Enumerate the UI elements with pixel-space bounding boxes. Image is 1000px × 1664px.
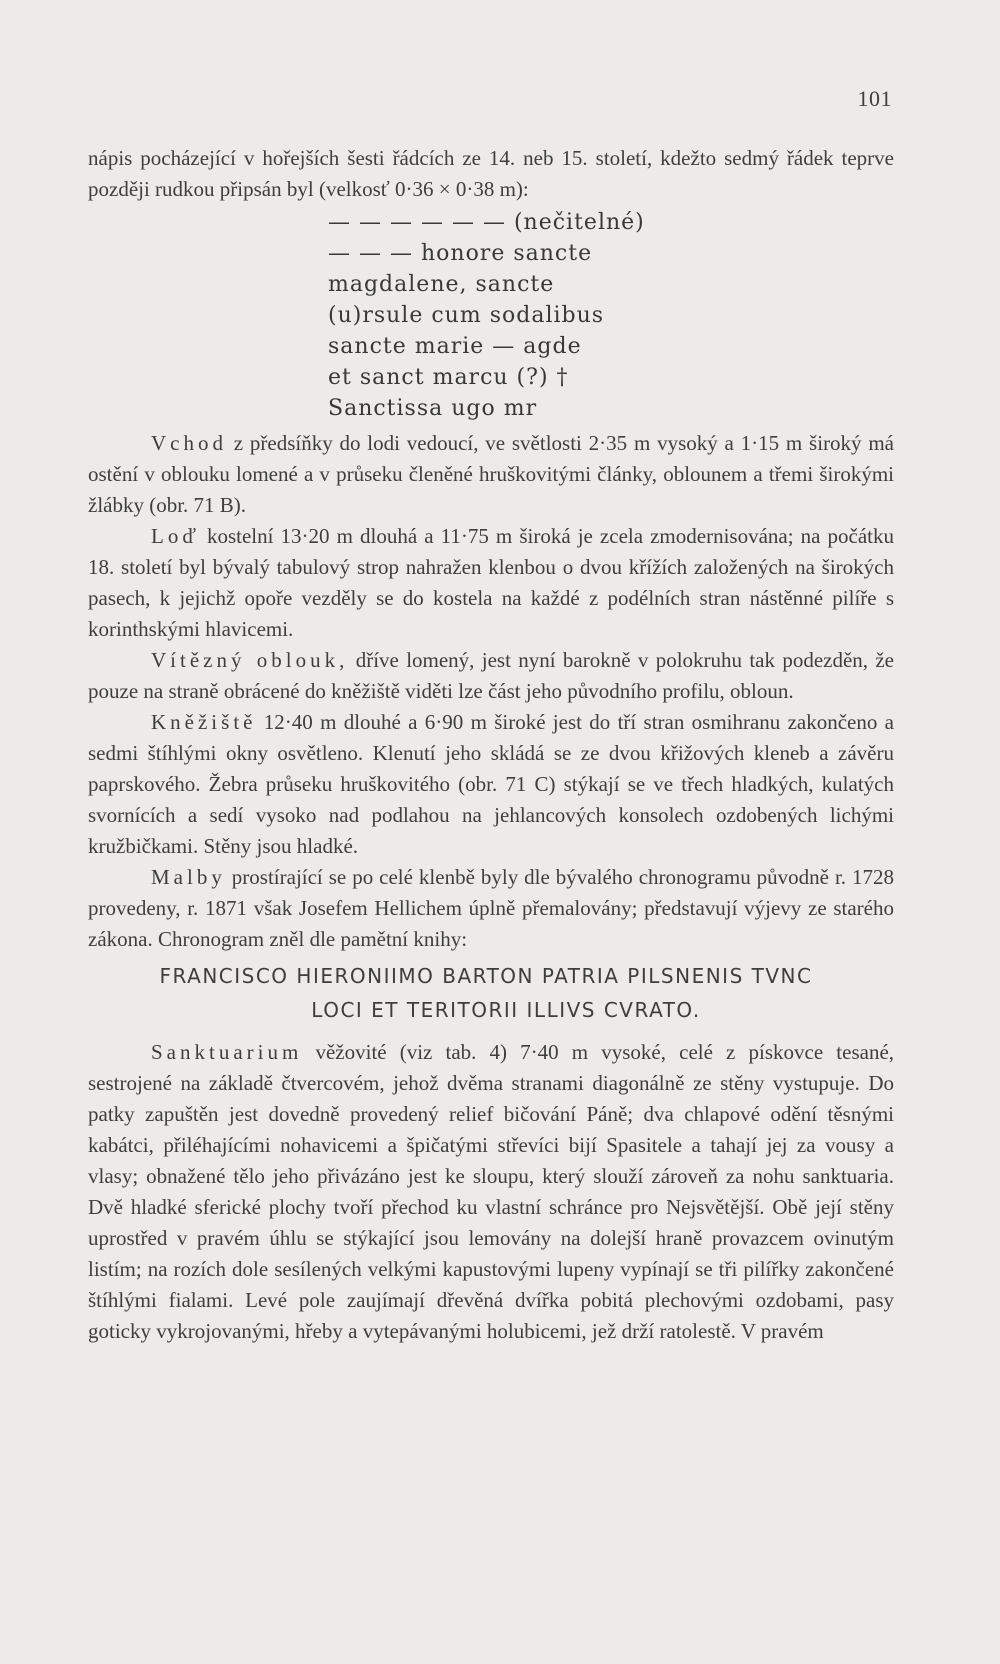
inscription-line: — — — honore sancte (328, 241, 593, 266)
paragraph-lead: Sanktuarium (151, 1040, 303, 1064)
inscription-line: Sanctissa ugo mr (328, 396, 538, 421)
paragraph-sanktuarium (88, 1037, 894, 1347)
paragraph-text: z předsíňky do lodi vedoucí, ve světlosti 2·35 m vysoký a 1·15 m široký má ostění v oblouku lomené a v průseku členěné hruškovitými články, oblounem a třemi širokými žlábky (obr. 71 B). (88, 431, 895, 517)
paragraph-text: dříve lomený, jest nyní barokně v polokruhu tak podezděn, že pouze na straně obrácené do kněžiště viděti lze část jeho původního profilu, obloun. (88, 648, 895, 703)
paragraph-text: 12·40 m dlouhé a 6·90 m široké jest do tří stran osmihranu zakončeno a sedmi štíhlými okny osvětleno. Klenutí jeho skládá se ze dvou křižových kleneb a závěru paprskového. Žebra průseku hruškovitého (obr. 71 C) stýkají se ve třech hladkých, kulatých svornících a sedí vysoko nad podlahou na jehlancových konsolech ozdobených lichými kružbičkami. Stěny jsou hladké. (88, 710, 894, 858)
paragraph-malby (88, 862, 894, 955)
paragraph-vchod (88, 428, 894, 521)
paragraph-knezeste (88, 707, 894, 862)
body-text (88, 143, 894, 1347)
paragraph-vitezny-oblouk (88, 645, 894, 707)
paragraph-lod (88, 521, 894, 645)
chronogram-line: FRANCISCO HIERONIIMO BARTON PATRIA PILSNENIS TVNC (159, 964, 813, 988)
paragraph-lead: Loď (151, 524, 200, 548)
paragraph-text: věžovité (viz tab. 4) 7·40 m vysoké, celé z pískovce tesané, sestrojené na základě čtvercovém, jehož dvěma stranami diagonálně ze stěny vystupuje. Do patky zapuštěn jest dovedně provedený relief bičování Páně; dva chlapové odění těsnými kabátci, přiléhajícími nohavicemi a špičatými střevíci bijí Spasitele a tahají jej za vousy a vlasy; obnažené tělo jeho přivázáno jest ke sloupu, který slouží zároveň za nohu sanktuaria. Dvě hladké sferické plochy tvoří přechod ku vlastní schránce pro Nejsvětější. Obě její stěny uprostřed v pravém úhlu se stýkající jsou lemovány na dolejší hraně provazcem ovinutým listím; na rozích dole sesílených velkými kapustovými lupeny vypínají se tři pilířky zakončené štíhlými fialami. Levé pole zaujímají dřevěná dvířka pobitá plechovými ozdobami, pasy goticky vykrojovanými, hřeby a vytepávanými holubicemi, jež drží ratolestě. V pravém (88, 1040, 895, 1343)
chronogram-line: LOCI ET TERITORII ILLIVS CVRATO. (311, 998, 701, 1022)
gothic-inscription (328, 207, 894, 424)
inscription-line: et sanct marcu (?) † (328, 365, 569, 390)
inscription-line: (u)rsule cum sodalibus (328, 303, 605, 328)
paragraph-inscription-intro: nápis pocházející v hořejších šesti řádcích ze 14. neb 15. století, kdežto sedmý řádek teprve později rudkou připsán byl (velkosť 0·36 × 0·38 m): (88, 146, 894, 201)
page-number: 101 (857, 86, 892, 111)
paragraph-lead: Vchod (151, 431, 227, 455)
paragraph-lead: Vítězný oblouk, (151, 648, 349, 672)
paragraph-lead: Kněžiště (151, 710, 257, 734)
inscription-line: sancte marie — agde (328, 334, 582, 359)
paragraph-lead: Malby (151, 865, 226, 889)
inscription-line: — — — — — — (nečitelné) (328, 210, 645, 235)
chronogram (88, 959, 894, 1027)
paragraph-text: prostírající se po celé klenbě byly dle bývalého chronogramu původně r. 1728 provedeny, r. 1871 však Josefem Hellichem úplně přemalovány; představují výjevy ze starého zákona. Chronogram zněl dle pamětní knihy: (88, 865, 894, 951)
inscription-line: magdalene, sancte (328, 272, 555, 297)
paragraph-text: kostelní 13·20 m dlouhá a 11·75 m široká je zcela zmodernisována; na počátku 18. století byl bývalý tabulový strop nahražen klenbou o dvou křížích založených na širokých pasech, k jejichž opoře vezděly se do kostela na každé z podélních stran nástěnné pilíře s korinthskými hlavicemi. (88, 524, 894, 641)
